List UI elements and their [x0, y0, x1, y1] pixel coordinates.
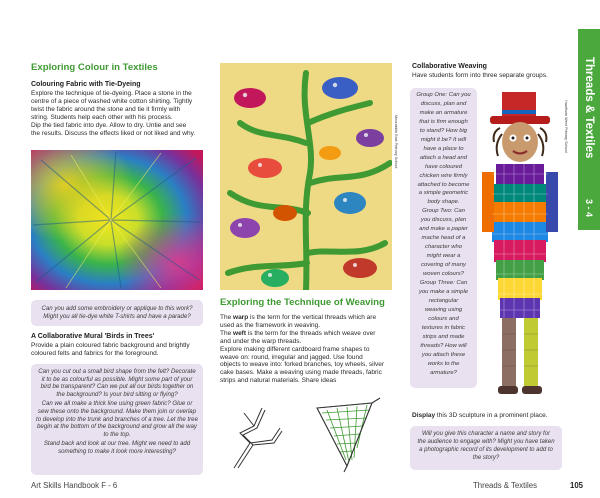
character-callout: Will you give this character a name and story for the audience to engage with? Might you have taken a photographic record of its development to add to the story?	[410, 426, 562, 470]
side-tab-title-text: Threads & Textiles	[583, 56, 595, 159]
subtitle-collab-weaving: Collaborative Weaving	[412, 63, 487, 70]
side-tab-title	[578, 29, 600, 186]
woven-sculpture-photo	[478, 84, 562, 404]
groups-callout: Group One: Can you discuss, plan and make an armature that is firm enough to stand? How big might it be? It will have a place to attach a head and have coloured chicken wire firmly attached to become a simple geometric body shape. Group Two: Can you discuss, plan and make a papier mache head of a character who might wear a covering of many woven colours? Group Three: Can you make a simple rectangular weaving using colours and textures in fabric strips and made threads? How will you attach these works to the armature?	[410, 88, 477, 388]
subtitle-mural: A Collaborative Mural 'Birds in Trees'	[31, 333, 155, 340]
weaving-sketches	[222, 388, 397, 473]
tie-dye-photo	[31, 150, 203, 290]
footer-book-title: Art Skills Handbook F - 6	[31, 481, 118, 490]
display-text: Display this 3D sculpture in a prominent place.	[412, 412, 548, 419]
photo-credit-right: Hawthorn West Primary School	[564, 100, 568, 153]
section-title-weaving: Exploring the Technique of Weaving	[220, 297, 385, 308]
side-tab-grade-text: 3 - 4	[584, 198, 594, 217]
photo-credit-middle: Moorabbin East Primary School	[394, 115, 398, 169]
mural-text: Provide a plain coloured fabric background and brightly coloured felts and fabrics for the foreground.	[31, 342, 190, 357]
mural-callout: Can you cut out a small bird shape from the felt? Decorate it to be as colourful as possible. Might some part of your bird be transparent? Can we put all our birds together on the background? Is your bird sitting or flying? Can we all make a thick line using green fabric? Glue or sew these onto the background. Make them join or overlap to develop into the trunk and branches of a tree. Let the tree begin at the bottom of the background and grow all the way to the top. Stand back and look at our tree. Might we need to add something to make it look more interesting?	[31, 364, 203, 475]
footer-section: Threads & Textiles	[473, 481, 537, 490]
weaving-text: The warp is the term for the vertical threads which are used as the framework in weaving. The weft is the term for the threads which weave over and under the warp threads. Explore making different cardboard frame shapes to weave on: round, irregular and jagged. Use found objects to weave into: forked branches, toy wheels, silver cake bases. Make a weaving using made threads, fabric strips and natural materials. Share ideas	[220, 314, 385, 385]
side-tab-grade	[578, 186, 600, 230]
tie-dye-text: Explore the technique of tie-dyeing. Place a stone in the centre of a piece of washed white cotton shirting. Tightly twist the fabric around the stone and tie it firmly with string. Students help each other with his process. Dip the tied fabric into dye. Allow to dry. Untie and see the results. Discuss the effects liked or not liked and why.	[31, 90, 196, 137]
tie-dye-callout: Can you add some embroidery or applique to this work? Might you all tie-dye white T-shirts and have a parade?	[31, 300, 203, 326]
birds-mural-photo	[220, 63, 392, 290]
section-title-colour: Exploring Colour in Textiles	[31, 62, 158, 73]
subtitle-tie-dye: Colouring Fabric with Tie-Dyeing	[31, 81, 141, 88]
collab-intro: Have students form into three separate groups.	[412, 72, 548, 79]
footer-page-number: 105	[570, 481, 584, 490]
